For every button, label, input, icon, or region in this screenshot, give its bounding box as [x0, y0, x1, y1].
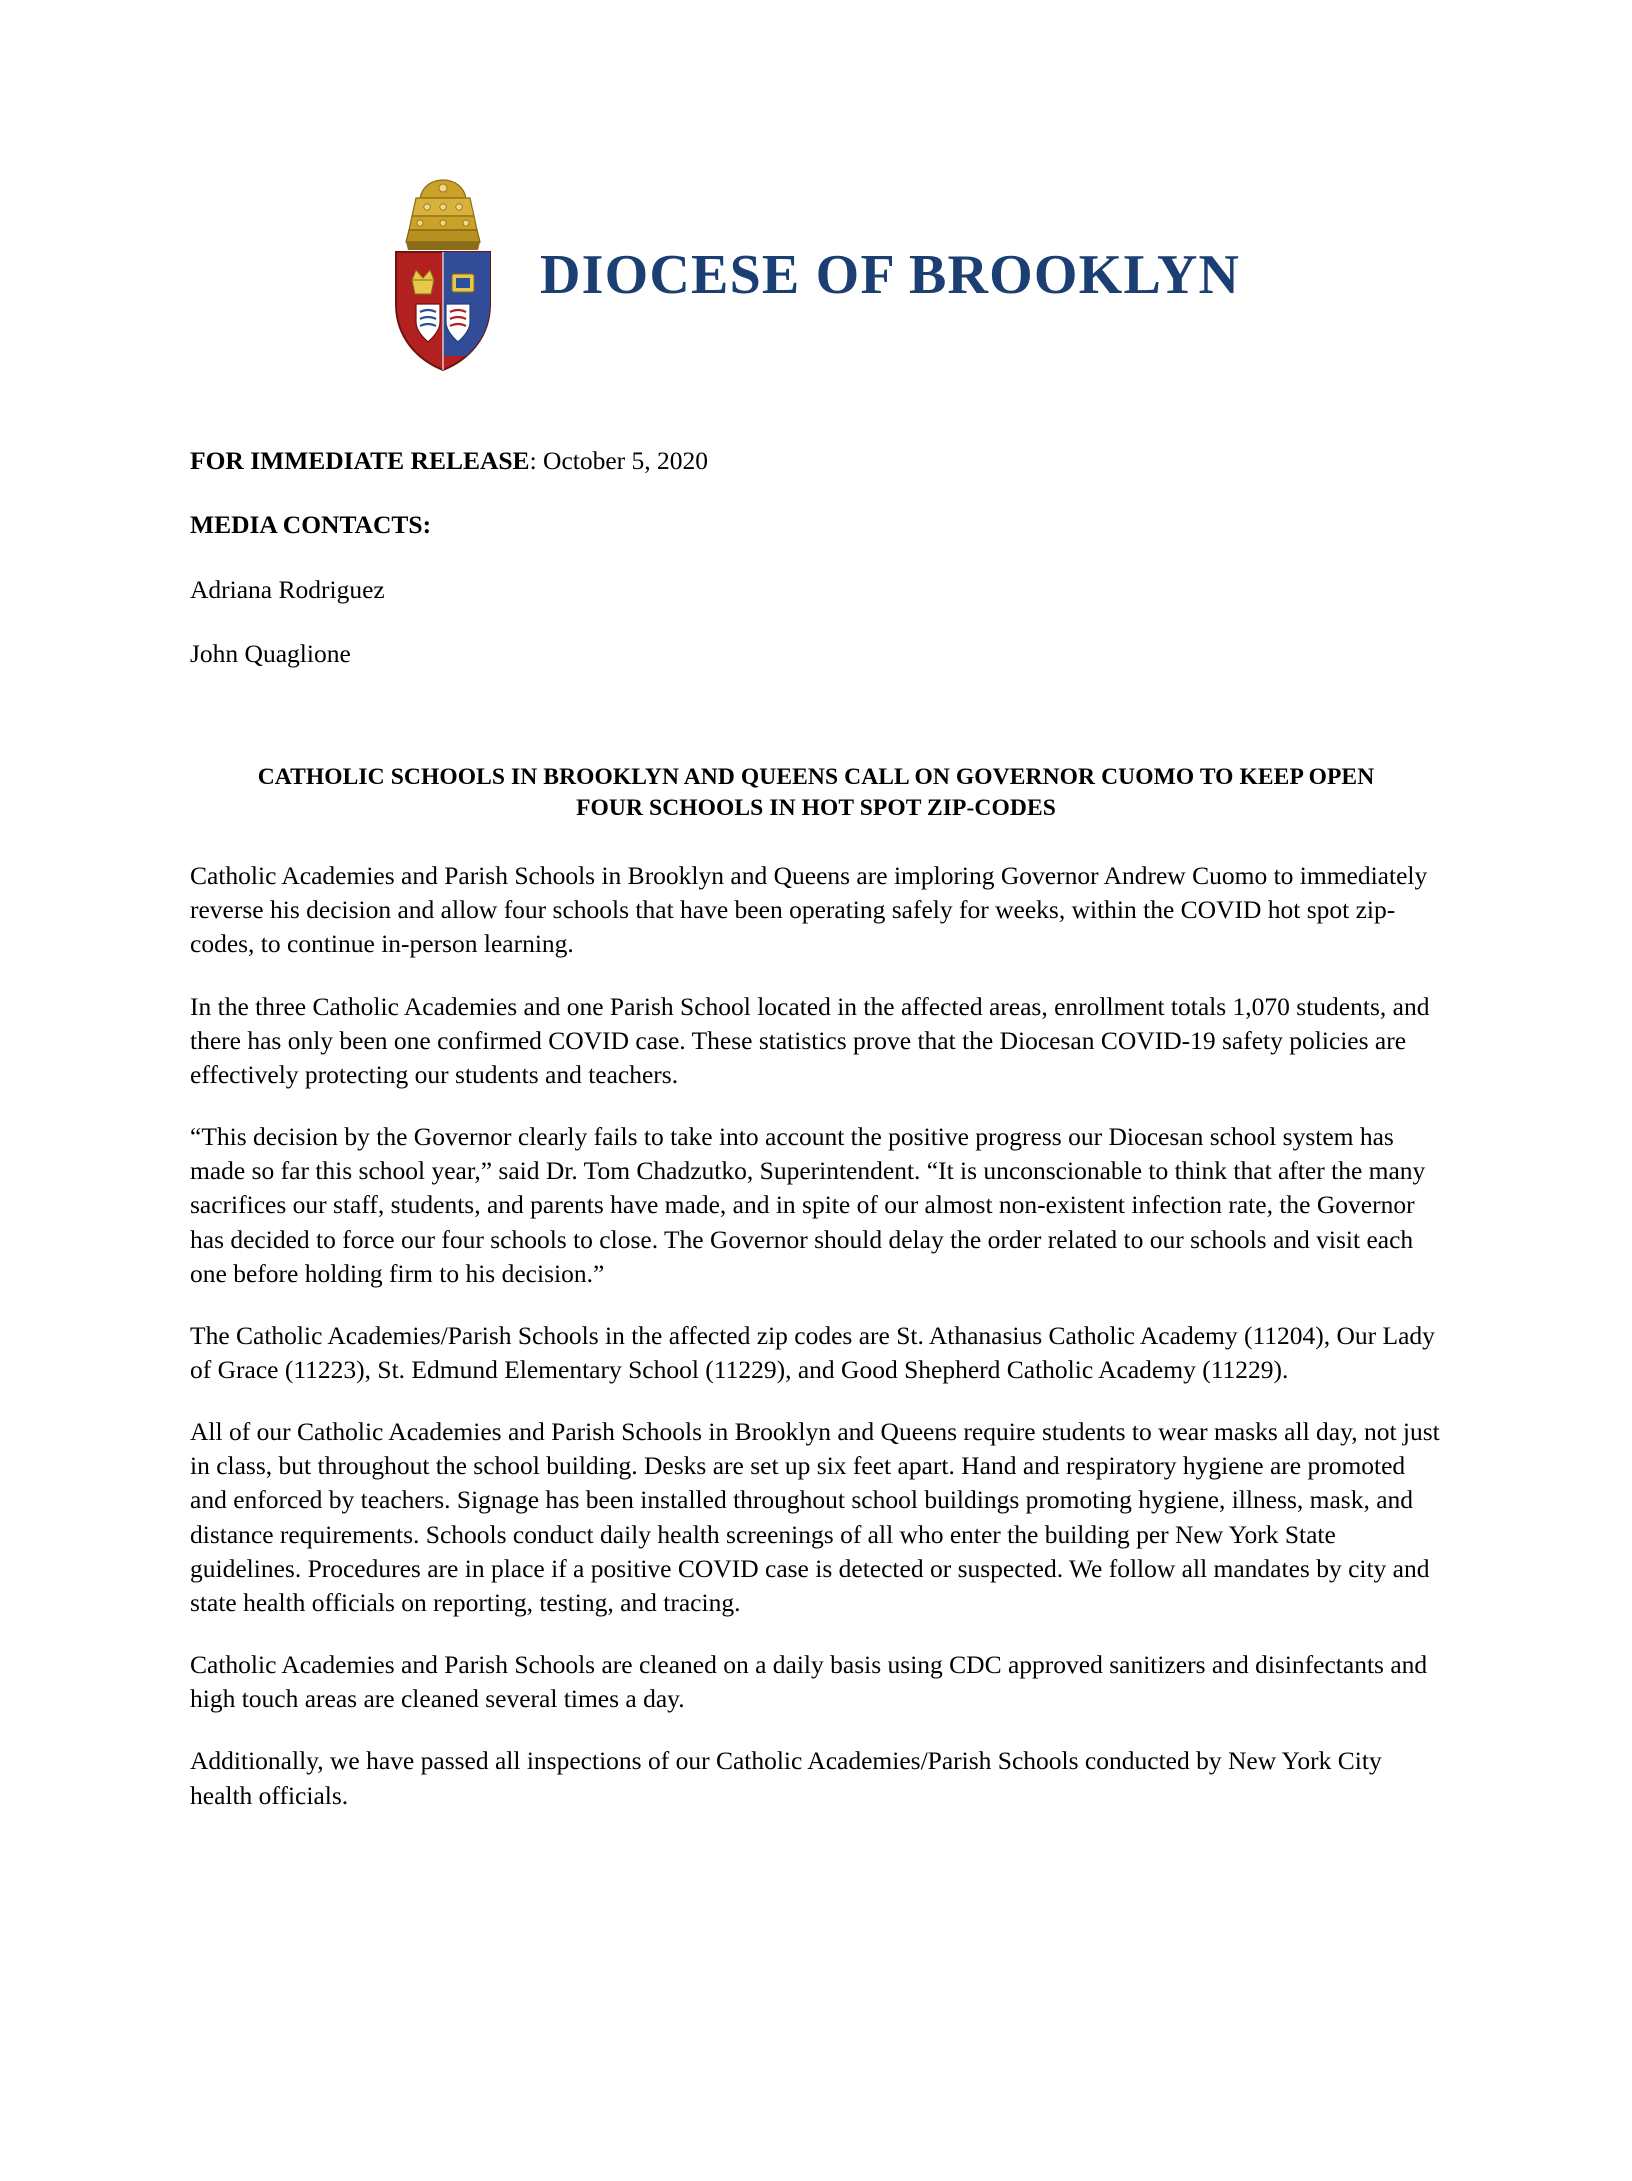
spacer: [190, 702, 1442, 762]
bottom-spacer: [190, 1841, 1442, 2181]
media-contacts-label: MEDIA CONTACTS:: [190, 510, 432, 540]
media-contact-2: John Quaglione: [190, 639, 351, 669]
release-label: FOR IMMEDIATE RELEASE: [190, 446, 530, 475]
paragraph-7: Additionally, we have passed all inspections of our Catholic Academies/Parish Schools conducted by New York City health officials.: [190, 1746, 1382, 1810]
organization-name: DIOCESE OF BROOKLYN: [540, 244, 1241, 306]
press-release-headline: CATHOLIC SCHOOLS IN BROOKLYN AND QUEENS CALL ON GOVERNOR CUOMO TO KEEP OPEN FOUR SCHOOLS IN HOT SPOT ZIP-CODES: [257, 763, 1375, 822]
paragraph-6: Catholic Academies and Parish Schools are cleaned on a daily basis using CDC approved sanitizers and disinfectants and high touch areas are cleaned several times a day.: [190, 1650, 1428, 1714]
paragraph-1: Catholic Academies and Parish Schools in Brooklyn and Queens are imploring Governor Andrew Cuomo to immediately reverse his decision and allow four schools that have been operating safely for weeks, within the COVID hot spot zip-codes, to continue in-person learning.: [190, 861, 1428, 959]
release-date-line: [190, 444, 1442, 478]
paragraph-4: The Catholic Academies/Parish Schools in the affected zip codes are St. Athanasius Catholic Academy (11204), Our Lady of Grace (11223), St. Edmund Elementary School (11229), and Good Shepherd Catholic Academy (11229).: [190, 1320, 1435, 1384]
media-contact-1: Adriana Rodriguez: [190, 574, 385, 604]
paragraph-2: In the three Catholic Academies and one Parish School located in the affected areas, enrollment totals 1,070 students, and there has only been one confirmed COVID case. These statistics prove that the Diocesan COVID-19 safety policies are effectively protecting our students and teachers.: [190, 991, 1430, 1089]
diocese-crest-icon: [382, 176, 504, 374]
release-date: : October 5, 2020: [529, 446, 709, 475]
document-body: [190, 374, 1442, 2181]
paragraph-5: All of our Catholic Academies and Parish Schools in Brooklyn and Queens require students to wear masks all day, not just in class, but throughout the school building. Desks are set up six feet apart. Hand and respiratory hygiene are promoted and enforced by teachers. Signage has been installed throughout school buildings promoting hygiene, illness, mask, and distance requirements. Schools conduct daily health screenings of all who enter the building per New York State guidelines. Procedures are in place if a positive COVID case is detected or suspected. We follow all mandates by city and state health officials on reporting, testing, and tracing.: [190, 1417, 1440, 1617]
paragraph-3: “This decision by the Governor clearly fails to take into account the positive progress our Diocesan school system has made so far this school year,” said Dr. Tom Chadzutko, Superintendent. “It is unconscionable to think that after the many sacrifices our staff, students, and parents have made, and in spite of our almost non-existent infection rate, the Governor has decided to force our four schools to close. The Governor should delay the order related to our schools and visit each one before holding firm to his decision.”: [190, 1122, 1426, 1288]
media-contacts-heading: [190, 508, 1442, 542]
letterhead: [0, 0, 1632, 374]
